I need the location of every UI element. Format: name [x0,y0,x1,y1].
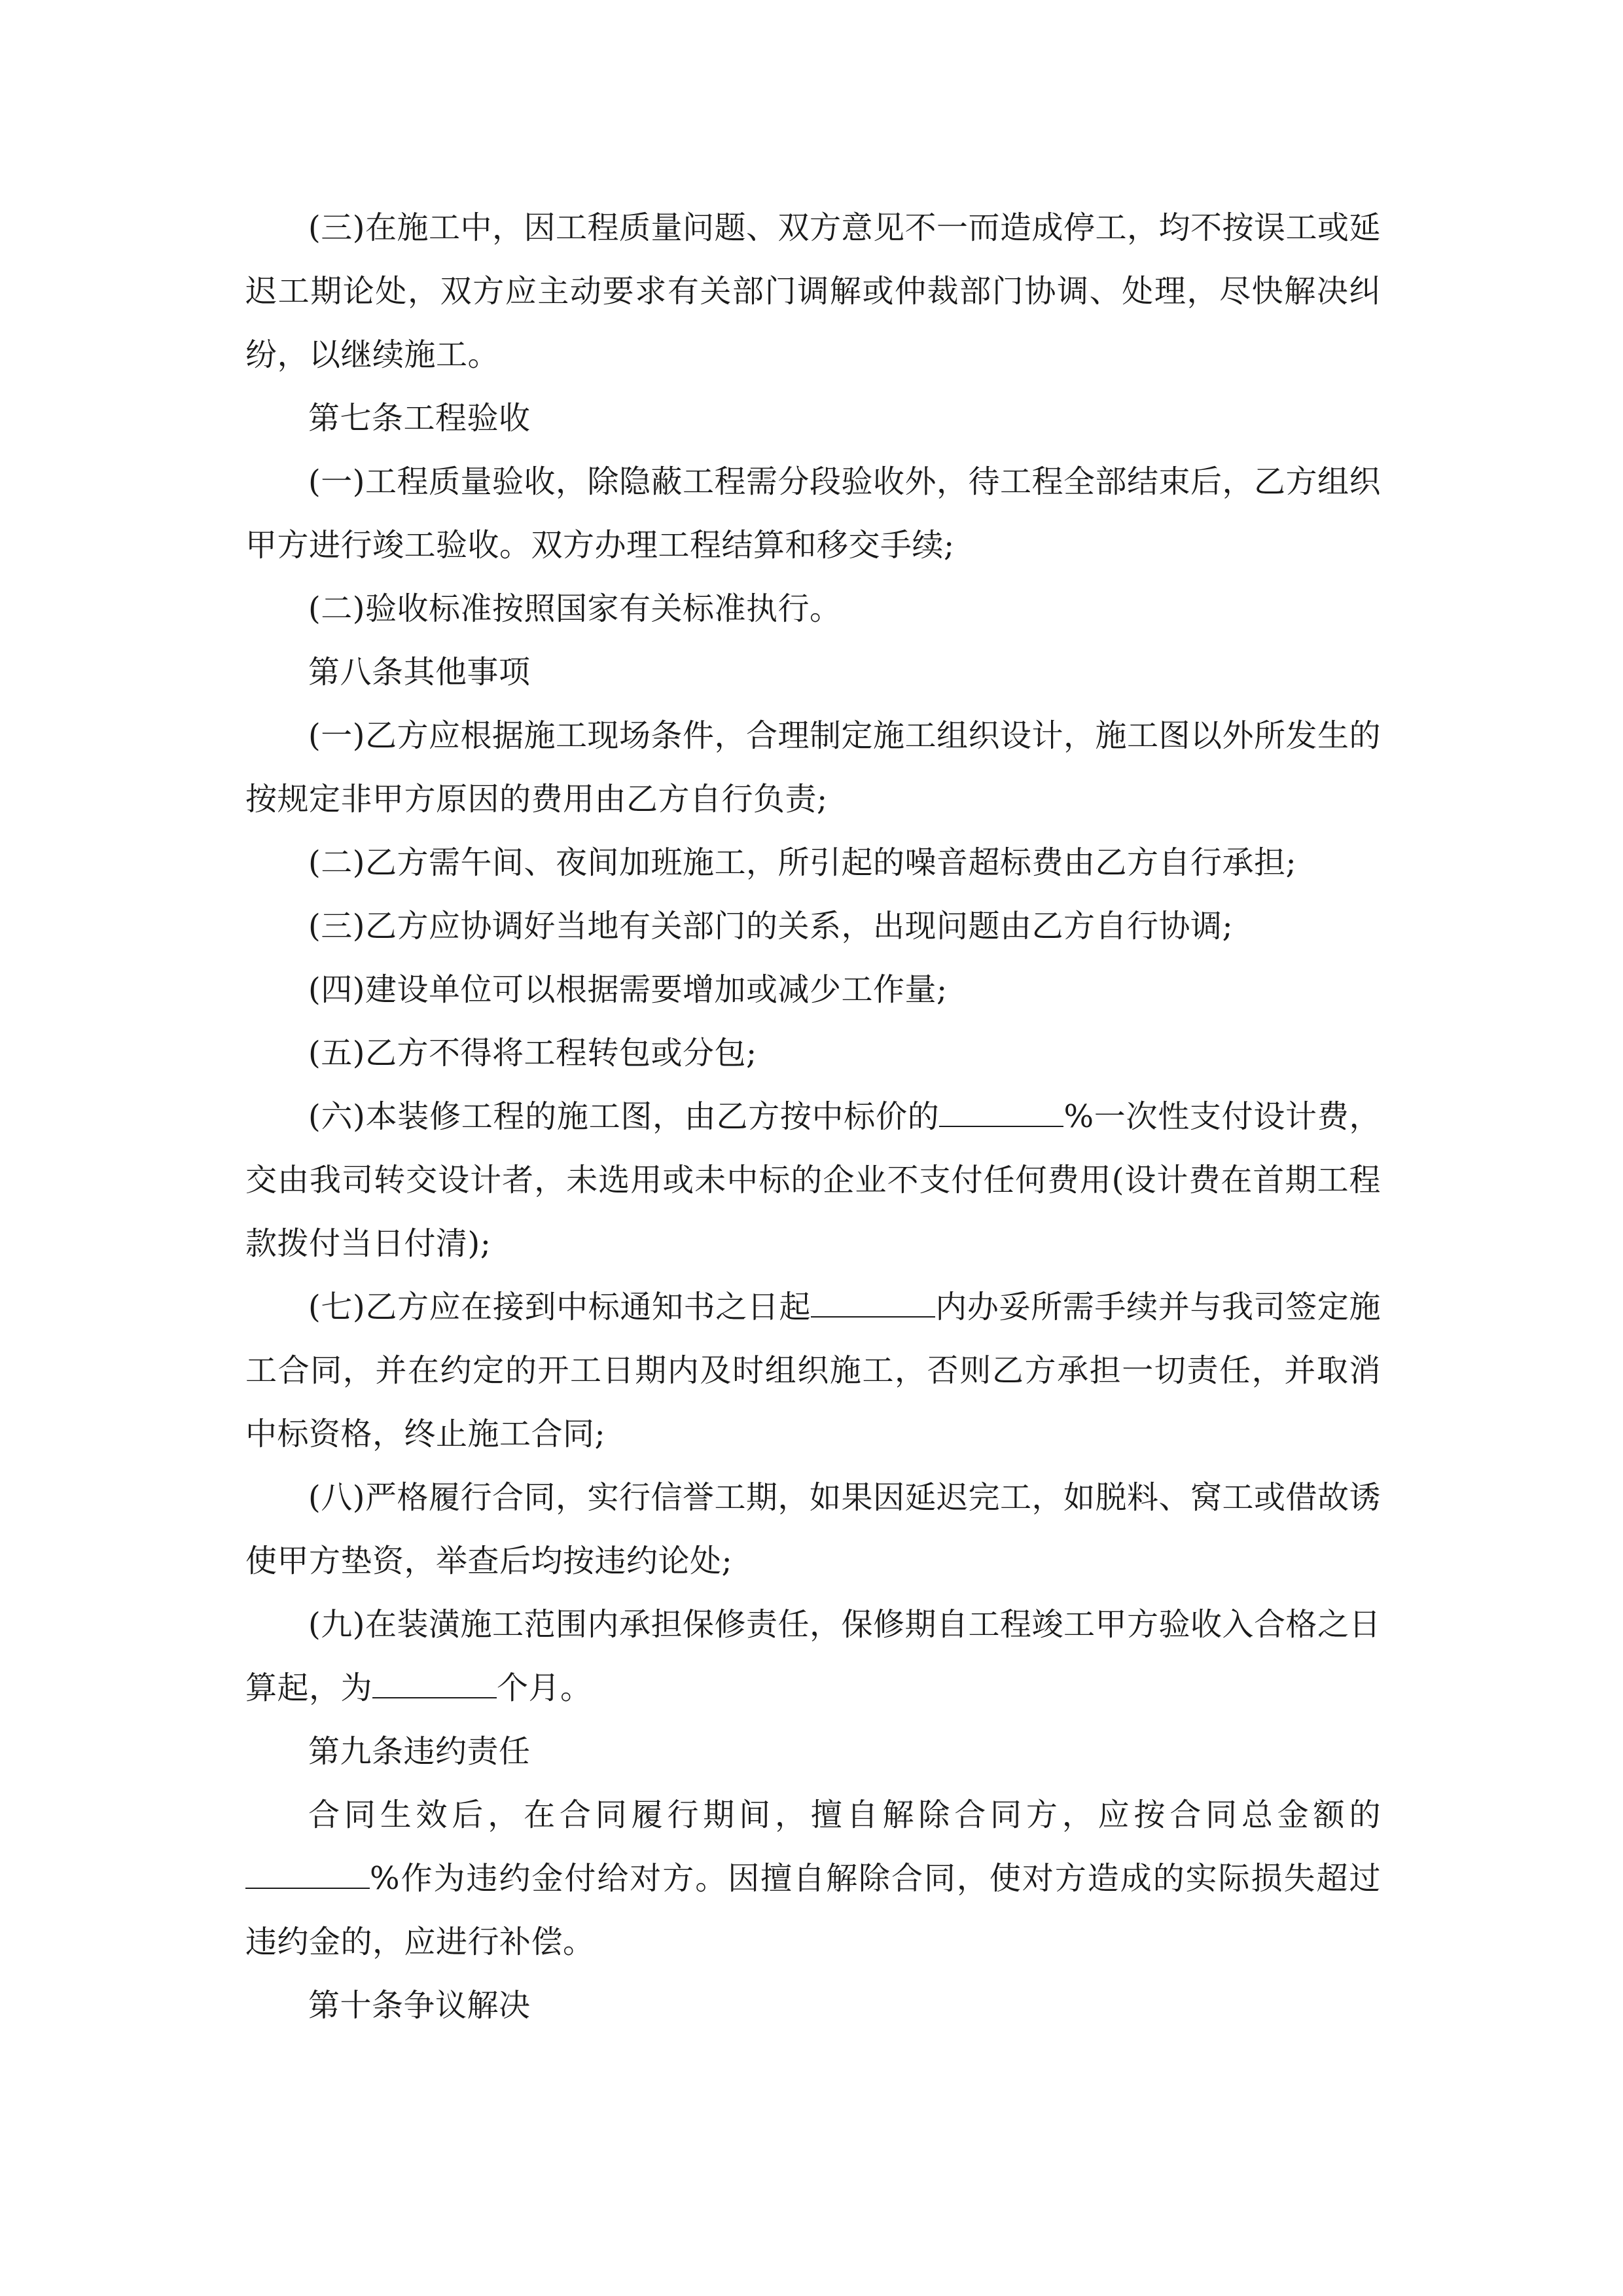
paragraph-other-1 [245,704,1381,831]
paragraph-clause-3-stoppage [245,196,1381,387]
text-segment: (七)乙方应在接到中标通知书之日起 [308,1289,812,1325]
text-segment: 第八条其他事项 [308,654,531,691]
text-segment: (三)乙方应协调好当地有关部门的关系，出现问题由乙方自行协调; [308,908,1234,944]
fill-in-blank-line [372,1671,497,1698]
text-segment: (三)在施工中，因工程质量问题、双方意见不一而造成停工，均不按误工或延迟工期论处，双方应主动要求有关部门调解或仲裁部门协调、处理，尽快解决纠纷，以继续施工。 [245,209,1381,373]
text-segment: 内办妥所需手续并与我司签定施工合同，并在约定的开工日期内及时组织施工，否则乙方承担一切责任，并取消中标资格，终止施工合同; [245,1289,1381,1452]
heading-article-9 [245,1720,1381,1784]
fill-in-blank-line [939,1100,1063,1127]
text-segment: 第七条工程验收 [308,400,531,437]
text-segment: 合同生效后，在合同履行期间，擅自解除合同方，应按合同总金额的 [308,1797,1381,1833]
document-page [245,196,1381,2037]
paragraph-other-5 [245,1022,1381,1085]
paragraph-other-6 [245,1085,1381,1276]
text-segment: 个月。 [497,1670,592,1706]
text-segment: (四)建设单位可以根据需要增加或减少工作量; [308,971,948,1008]
text-segment: (九)在装潢施工范围内承担保修责任，保修期自工程竣工甲方验收入合格之日算起，为 [245,1606,1381,1706]
text-segment: (五)乙方不得将工程转包或分包; [308,1035,757,1071]
text-segment: %作为违约金付给对方。因擅自解除合同，使对方造成的实际损失超过违约金的，应进行补偿。 [245,1860,1381,1960]
text-segment: 第十条争议解决 [308,1987,531,2024]
paragraph-other-2 [245,831,1381,895]
paragraph-other-3 [245,895,1381,958]
text-segment: %一次性支付设计费，交由我司转交设计者，未选用或未中标的企业不支付任何费用(设计费在首期工程款拨付当日付清); [245,1098,1381,1262]
paragraph-acceptance-1 [245,450,1381,577]
heading-article-10 [245,1974,1381,2037]
text-segment: (八)严格履行合同，实行信誉工期，如果因延迟完工，如脱料、窝工或借故诱使甲方垫资，举查后均按违约论处; [245,1479,1381,1579]
paragraph-liability [245,1784,1381,1974]
paragraph-acceptance-2 [245,577,1381,641]
paragraph-other-4 [245,958,1381,1022]
text-segment: 第九条违约责任 [308,1733,531,1770]
paragraph-other-9 [245,1593,1381,1720]
paragraph-other-7 [245,1276,1381,1466]
text-segment: (六)本装修工程的施工图，由乙方按中标价的 [308,1098,940,1135]
text-segment: (二)验收标准按照国家有关标准执行。 [308,590,842,627]
fill-in-blank-line [811,1290,935,1318]
text-segment: (一)乙方应根据施工现场条件，合理制定施工组织设计，施工图以外所发生的按规定非甲方原因的费用由乙方自行负责; [245,717,1381,817]
heading-article-7 [245,387,1381,450]
text-segment: (一)工程质量验收，除隐蔽工程需分段验收外，待工程全部结束后，乙方组织甲方进行竣工验收。双方办理工程结算和移交手续; [245,463,1381,564]
paragraph-other-8 [245,1466,1381,1593]
heading-article-8 [245,641,1381,704]
fill-in-blank-line [245,1861,370,1889]
text-segment: (二)乙方需午间、夜间加班施工，所引起的噪音超标费由乙方自行承担; [308,844,1297,881]
